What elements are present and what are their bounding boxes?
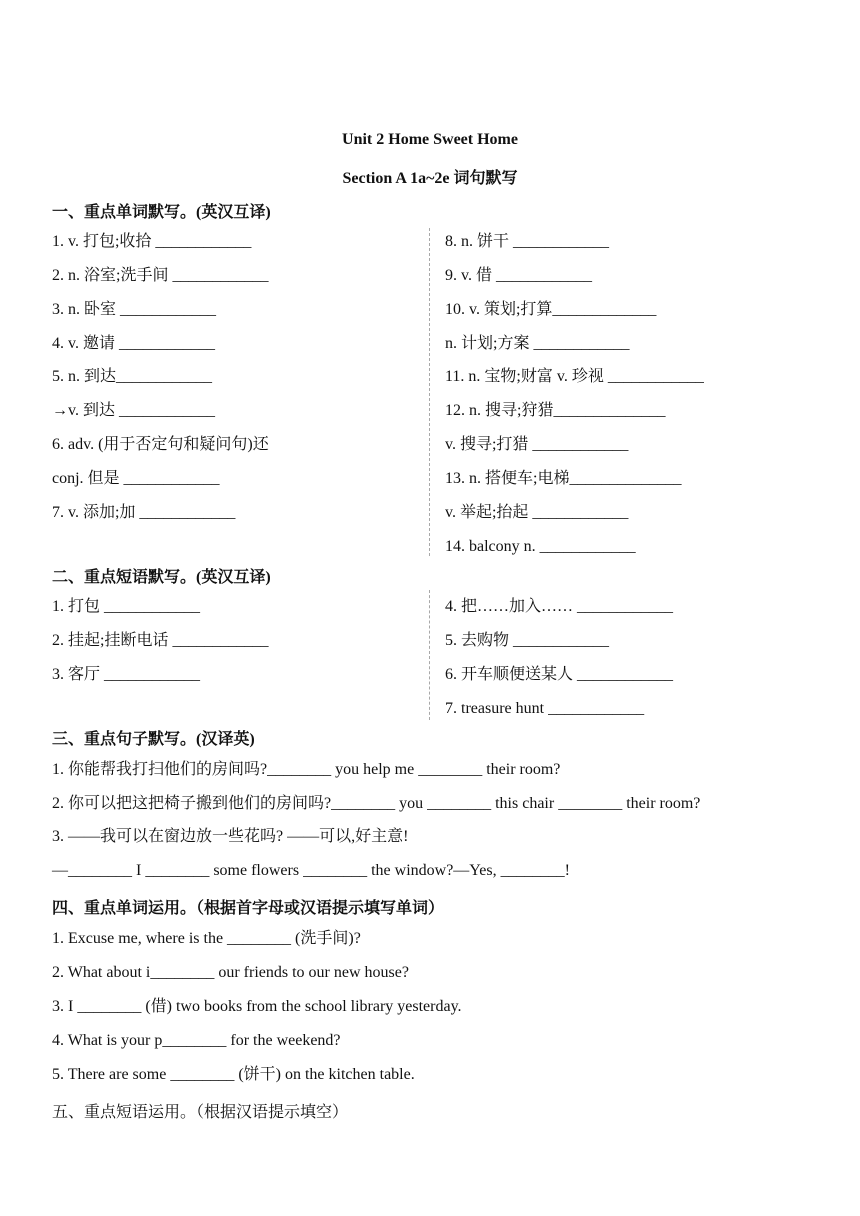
section1-heading: 一、重点单词默写。(英汉互译) xyxy=(52,204,271,221)
section1-right-item: n. 计划;方案 ____________ xyxy=(445,335,630,352)
section2-column-divider xyxy=(429,590,430,720)
section2-right-item: 4. 把……加入…… ____________ xyxy=(445,598,674,615)
section1-right-item: v. 举起;抬起 ____________ xyxy=(445,504,629,521)
section1-right-item: 14. balcony n. ____________ xyxy=(445,538,636,555)
section4-question: 2. What about i________ our friends to our new house? xyxy=(52,964,409,981)
section2-heading: 二、重点短语默写。(英汉互译) xyxy=(52,569,271,586)
section4-question: 5. There are some ________ (饼干) on the kitchen table. xyxy=(52,1066,415,1083)
section2-right-item: 6. 开车顺便送某人 ____________ xyxy=(445,666,674,683)
section4-heading: 四、重点单词运用。（根据首字母或汉语提示填写单词） xyxy=(52,900,445,917)
section3-sentence: 3. ——我可以在窗边放一些花吗? ——可以,好主意! xyxy=(52,828,409,845)
section3-sentence: —________ I ________ some flowers ________ the window?—Yes, ________! xyxy=(52,862,570,879)
section4-question: 4. What is your p________ for the weekend? xyxy=(52,1032,341,1049)
section1-right-item: 10. v. 策划;打算_____________ xyxy=(445,301,657,318)
section1-left-item: 5. n. 到达____________ xyxy=(52,368,213,385)
section1-left-item: 6. adv. (用于否定句和疑问句)还 xyxy=(52,436,269,453)
page-title: Unit 2 Home Sweet Home xyxy=(342,131,518,148)
section1-left-item: conj. 但是 ____________ xyxy=(52,470,220,487)
section2-right-item: 7. treasure hunt ____________ xyxy=(445,700,645,717)
section1-column-divider xyxy=(429,228,430,556)
section2-right-item: 5. 去购物 ____________ xyxy=(445,632,610,649)
section1-right-item: 9. v. 借 ____________ xyxy=(445,267,592,284)
section3-heading: 三、重点句子默写。(汉译英) xyxy=(52,731,255,748)
section1-left-item: 7. v. 添加;加 ____________ xyxy=(52,504,236,521)
section2-left-item: 1. 打包 ____________ xyxy=(52,598,201,615)
section1-right-item: 13. n. 搭便车;电梯______________ xyxy=(445,470,682,487)
page-subtitle: Section A 1a~2e 词句默写 xyxy=(342,170,518,187)
section1-left-item: 3. n. 卧室 ____________ xyxy=(52,301,217,318)
section1-left-item: 1. v. 打包;收拾 ____________ xyxy=(52,233,252,250)
section1-right-item: v. 搜寻;打猎 ____________ xyxy=(445,436,629,453)
section3-sentence: 2. 你可以把这把椅子搬到他们的房间吗?________ you ________ this chair ________ their room? xyxy=(52,795,701,812)
section1-left-item: →v. 到达 ____________ xyxy=(52,402,215,419)
section2-left-item: 3. 客厅 ____________ xyxy=(52,666,201,683)
section3-sentence: 1. 你能帮我打扫他们的房间吗?________ you help me ________ their room? xyxy=(52,761,561,778)
section1-left-item: 4. v. 邀请 ____________ xyxy=(52,335,215,352)
section5-heading: 五、重点短语运用。（根据汉语提示填空） xyxy=(52,1104,349,1121)
section1-right-item: 8. n. 饼干 ____________ xyxy=(445,233,610,250)
section4-question: 1. Excuse me, where is the ________ (洗手间)? xyxy=(52,930,361,947)
section2-left-item: 2. 挂起;挂断电话 ____________ xyxy=(52,632,269,649)
section1-right-item: 12. n. 搜寻;狩猎______________ xyxy=(445,402,666,419)
section1-left-item: 2. n. 浴室;洗手间 ____________ xyxy=(52,267,269,284)
section4-question: 3. I ________ (借) two books from the school library yesterday. xyxy=(52,998,462,1015)
section1-right-item: 11. n. 宝物;财富 v. 珍视 ____________ xyxy=(445,368,704,385)
